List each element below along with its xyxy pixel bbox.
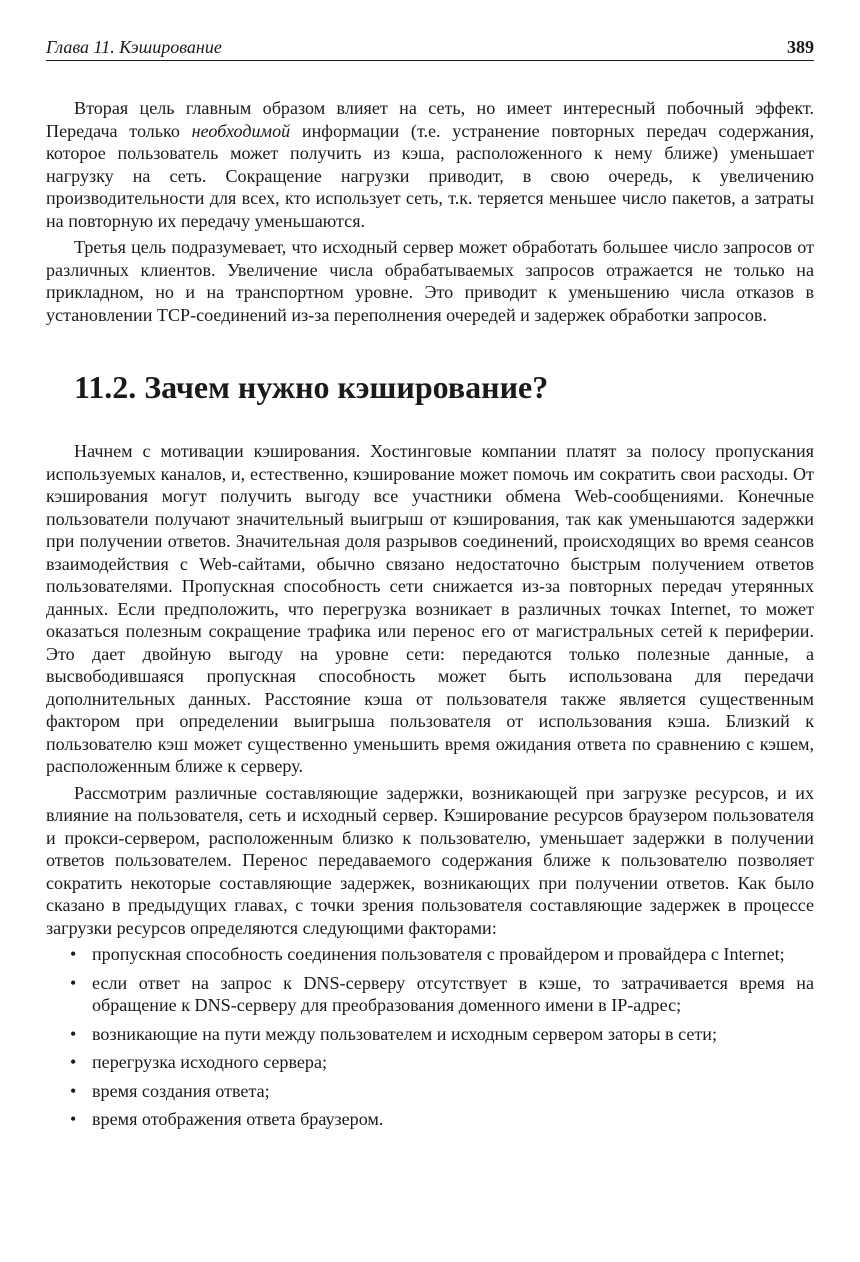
paragraph: Вторая цель главным образом влияет на сеть, но имеет интересный побочный эффект. Передача только необходимой информации (т.е. устранение повторных передач содержания, которое пользователь может получить из кэша, расположенного к нему ближе) уменьшает нагрузку на сеть. Сокращение нагрузки приводит, в свою очередь, к увеличению производительности для всех, кто использует сеть, т.к. теряется меньшее число пакетов, а затраты на повторную их передачу уменьшаются.: [46, 98, 814, 231]
paragraph: Начнем с мотивации кэширования. Хостинговые компании платят за полосу пропускания используемых каналов, и, естественно, кэширование может помочь им сократить свои расходы. От кэширования могут получить выгоду все участники обмена Web-сообщениями. Конечные пользователи получают значительный выигрыш от кэширования, так как уменьшаются задержки при получении ответов. Значительная доля разрывов соединений, происходящих во время сеансов взаимодействия с Web-сайтами, обычно связано недостаточно быстрым получением ответов пользователями. Пропускная способность сети снижается из-за повторных передач утерянных данных. Если предположить, что перегрузка возникает в различных точках Internet, то может оказаться полезным сокращение трафика или перенос его от магистральных сетей к периферии. Это дает двойную выгоду на уровне сети: передаются только полезные данные, а высвободившаяся пропускная способность может быть использована для передачи дополнительных данных. Расстояние кэша от пользователя также является существенным фактором при определении выигрыша пользователя от использования кэша. Близкий к пользователю кэш может существенно уменьшить время ожидания ответа по сравнению с кэшем, расположенным ближе к серверу.: [46, 441, 814, 776]
bullet-icon: •: [70, 1080, 77, 1101]
list-item: • время создания ответа;: [70, 1080, 270, 1101]
running-header: [46, 36, 814, 61]
list-item: • время отображения ответа браузером.: [70, 1109, 384, 1129]
bullet-icon: •: [70, 944, 77, 964]
page-number: 389: [787, 37, 814, 57]
paragraph: Третья цель подразумевает, что исходный сервер может обработать большее число запросов от различных клиентов. Увеличение числа обрабатываемых запросов отражается не только на прикладном, но и на транспортном уровне. Это приводит к уменьшению числа отказов в установлении TCP-соединений из-за переполнения очередей и задержек обработки запросов.: [46, 237, 814, 325]
bullet-icon: •: [70, 1109, 77, 1129]
bullet-icon: •: [70, 1052, 77, 1072]
chapter-title: Глава 11. Кэширование: [46, 37, 222, 57]
body-text: [46, 97, 814, 1131]
list-item: • возникающие на пути между пользователем и исходным сервером заторы в сети;: [70, 1023, 717, 1044]
paragraph: Рассмотрим различные составляющие задержки, возникающей при загрузке ресурсов, и их влияние на пользователя, сеть и исходный сервер. Кэширование ресурсов браузером пользователя и прокси-сервером, расположенным близко к пользователю, уменьшает задержки в получении ответов пользователем. Перенос передаваемого содержания ближе к пользователю позволяет сократить некоторые составляющие задержек, возникающих при получении ответов. Как было сказано в предыдущих главах, с точки зрения пользователя составляющие задержек в процессе загрузки ресурсов определяются следующими факторами:: [46, 782, 814, 938]
bullet-icon: •: [70, 972, 77, 993]
section-heading: 11.2. Зачем нужно кэширование?: [74, 369, 549, 405]
bullet-icon: •: [70, 1023, 77, 1044]
bullet-list: [46, 943, 814, 1131]
list-item: • перегрузка исходного сервера;: [70, 1052, 328, 1072]
emphasis: необходимой: [191, 120, 291, 141]
list-item: • если ответ на запрос к DNS-серверу отсутствует в кэше, то затрачивается время на обращение к DNS-серверу для преобразования доменного имени в IP-адрес;: [70, 972, 814, 1015]
book-page: [46, 36, 814, 1137]
list-item: • пропускная способность соединения пользователя с провайдером и провайдера с Internet;: [70, 944, 785, 964]
